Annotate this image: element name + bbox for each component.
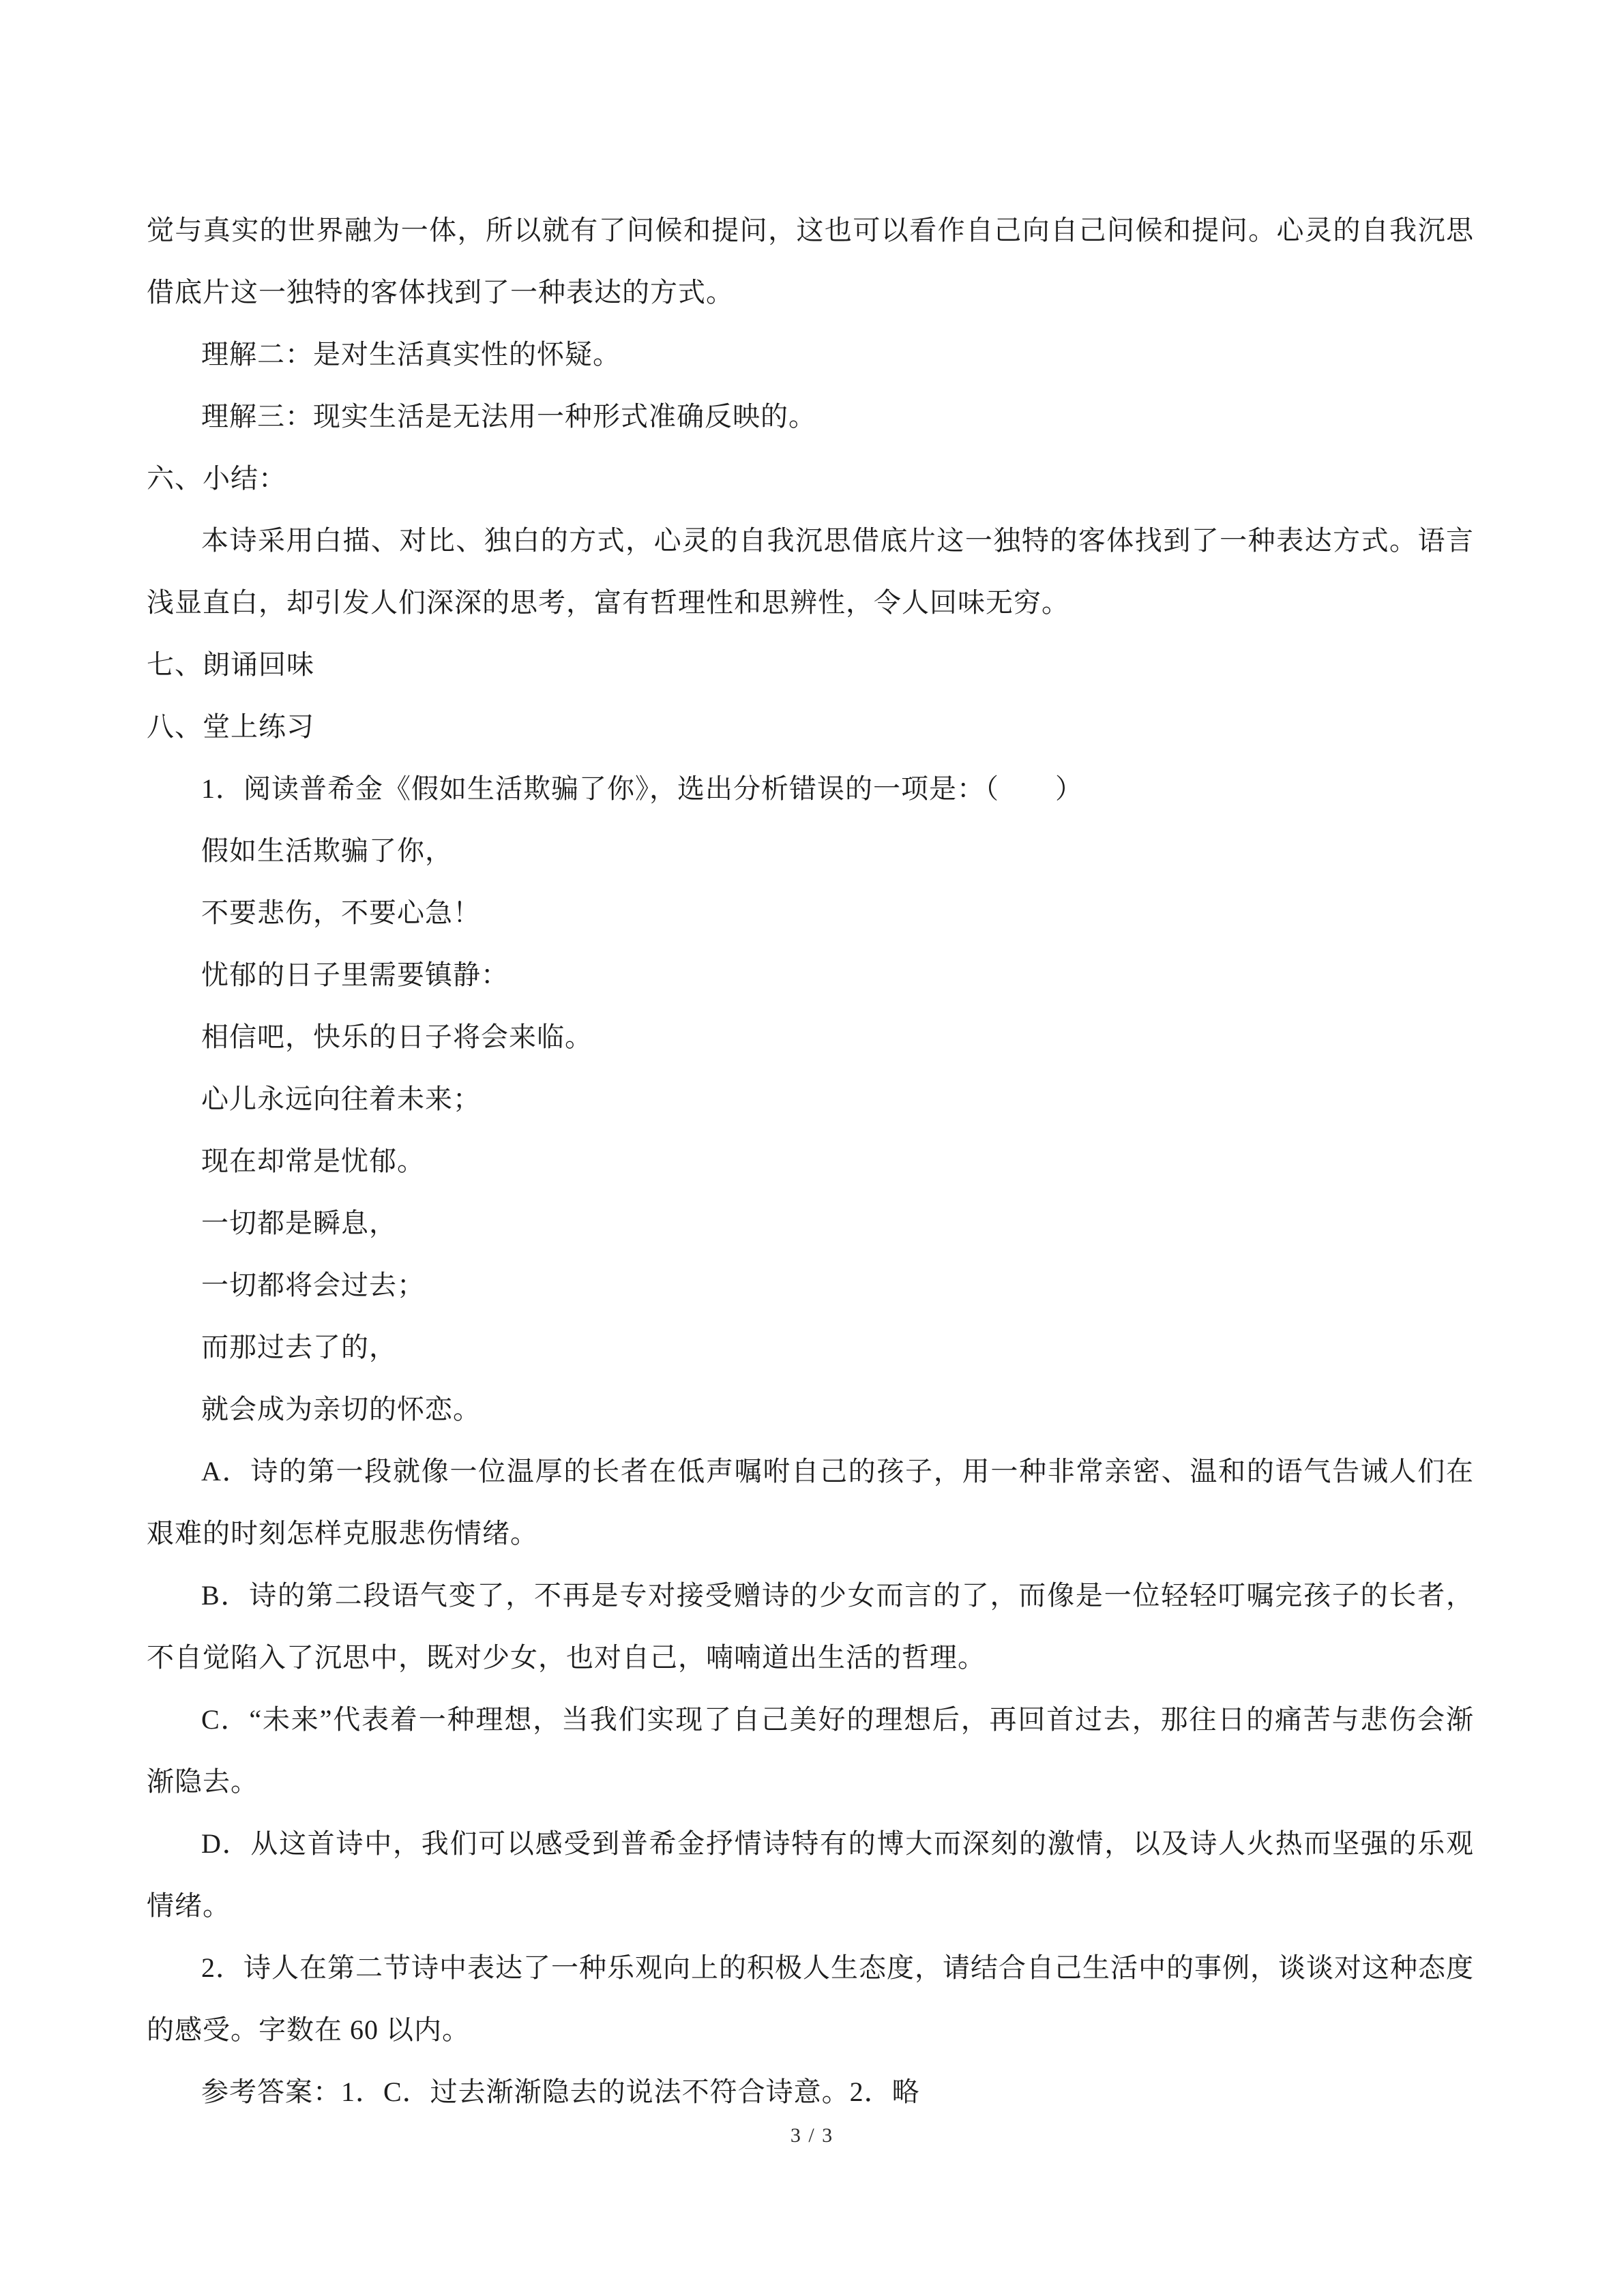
poem-line: 一切都是瞬息， — [201, 1208, 397, 1238]
paragraph-continuation: 觉与真实的世界融为一体，所以就有了问候和提问，这也可以看作自己向自己问候和提问。心灵的自我沉思借底片这一独特的客体找到了一种表达的方式。 — [147, 215, 1474, 308]
poem-line: 相信吧，快乐的日子将会来临。 — [201, 1022, 593, 1052]
section-heading-eight: 八、堂上练习 — [147, 711, 314, 742]
exercise-question-1: 1．阅读普希金《假如生活欺骗了你》，选出分析错误的一项是：（ ） — [201, 773, 1083, 804]
paragraph-understanding-3: 理解三：现实生活是无法用一种形式准确反映的。 — [201, 401, 816, 432]
answer-key: 参考答案：1．C．过去渐渐隐去的说法不符合诗意。2．略 — [201, 2076, 920, 2107]
document-body — [147, 199, 1474, 2123]
paragraph-summary: 本诗采用白描、对比、独白的方式，心灵的自我沉思借底片这一独特的客体找到了一种表达方式。语言浅显直白，却引发人们深深的思考，富有哲理性和思辨性，令人回味无穷。 — [147, 525, 1474, 618]
option-a: A．诗的第一段就像一位温厚的长者在低声嘱咐自己的孩子，用一种非常亲密、温和的语气告诫人们在艰难的时刻怎样克服悲伤情绪。 — [147, 1456, 1474, 1549]
option-d: D．从这首诗中，我们可以感受到普希金抒情诗特有的博大而深刻的激情，以及诗人火热而坚强的乐观情绪。 — [147, 1828, 1474, 1921]
poem-line: 假如生活欺骗了你， — [201, 835, 453, 866]
option-c: C．“未来”代表着一种理想，当我们实现了自己美好的理想后，再回首过去，那往日的痛苦与悲伤会渐渐隐去。 — [147, 1704, 1474, 1797]
option-b: B．诗的第二段语气变了，不再是专对接受赠诗的少女而言的了，而像是一位轻轻叮嘱完孩子的长者，不自觉陷入了沉思中，既对少女，也对自己，喃喃道出生活的哲理。 — [147, 1580, 1474, 1673]
poem-line: 心儿永远向往着未来； — [201, 1084, 481, 1114]
exercise-question-2: 2．诗人在第二节诗中表达了一种乐观向上的积极人生态度，请结合自己生活中的事例，谈谈对这种态度的感受。字数在 60 以内。 — [147, 1952, 1474, 2045]
poem-line: 一切都将会过去； — [201, 1270, 425, 1300]
poem-line: 现在却常是忧郁。 — [201, 1146, 425, 1176]
section-heading-seven: 七、朗诵回味 — [147, 649, 314, 680]
poem-line: 就会成为亲切的怀恋。 — [201, 1394, 481, 1425]
poem-line: 而那过去了的， — [201, 1332, 397, 1362]
section-heading-six: 六、小结： — [147, 463, 286, 494]
paragraph-understanding-2: 理解二：是对生活真实性的怀疑。 — [201, 339, 621, 370]
poem-line: 忧郁的日子里需要镇静： — [201, 959, 509, 990]
page-number: 3 / 3 — [790, 2124, 834, 2147]
poem-line: 不要悲伤，不要心急！ — [201, 897, 481, 928]
